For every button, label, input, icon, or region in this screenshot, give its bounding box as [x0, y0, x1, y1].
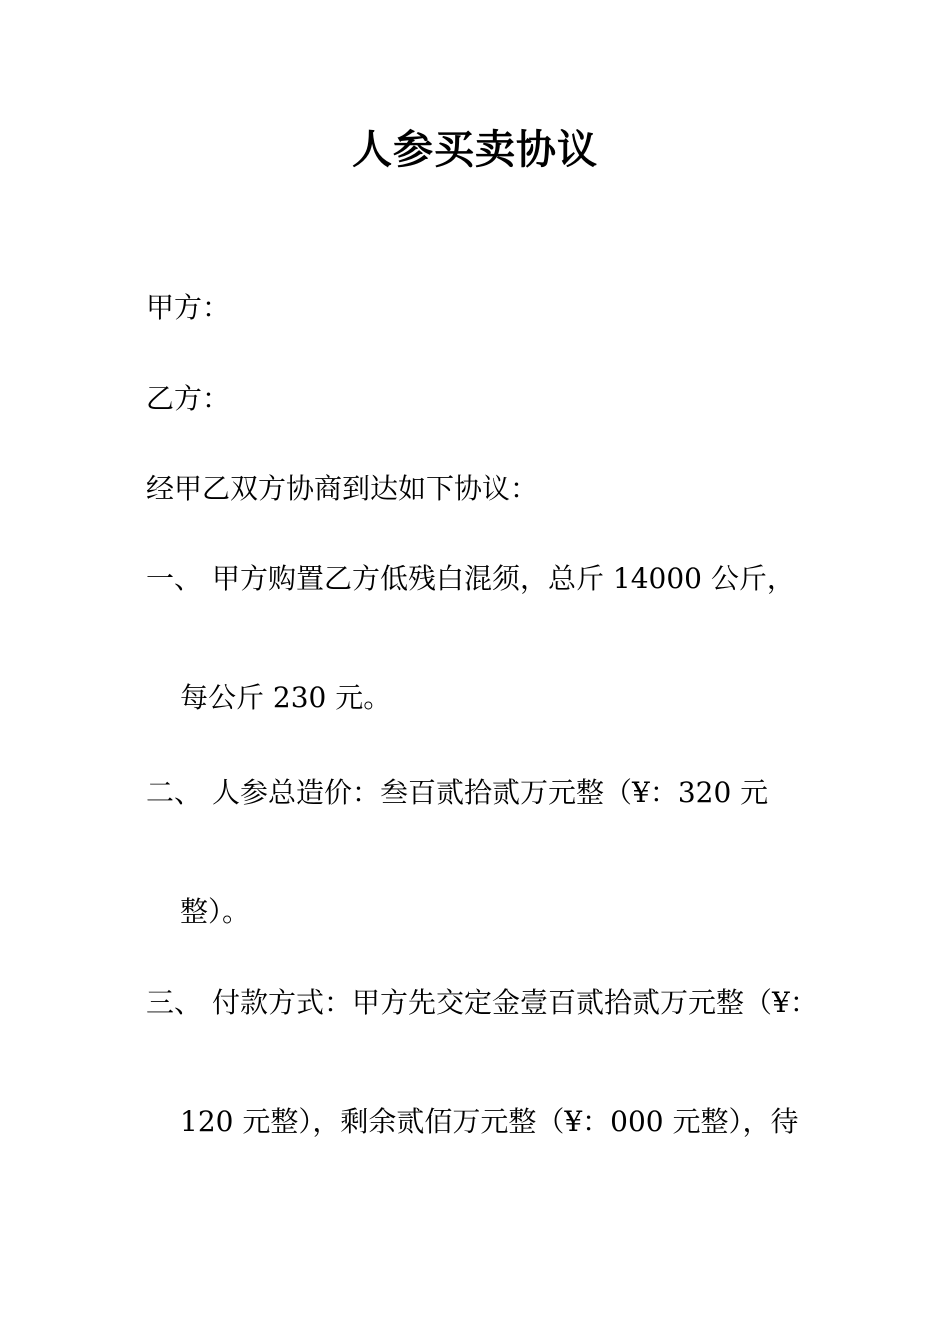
clause-2-line-2: 整）。	[180, 895, 251, 928]
intro-text: 经甲乙双方协商到达如下协议：	[146, 472, 539, 505]
clause-3-line-2: 120 元整），剩余贰佰万元整（¥：000 元整），待	[180, 1105, 799, 1138]
clause-1-number: 一、	[146, 562, 203, 595]
clause-2-number: 二、	[146, 776, 203, 809]
document-title: 人参买卖协议	[352, 127, 598, 173]
clause-3-number: 三、	[146, 986, 203, 1019]
clause-2-line-1	[146, 773, 768, 813]
clause-2-text: 人参总造价：叁百贰拾贰万元整（¥：320 元	[212, 776, 769, 809]
clause-1-line-1	[146, 559, 795, 599]
clause-1-line-2: 每公斤 230 元。	[180, 681, 392, 714]
party-b-label: 乙方：	[146, 382, 231, 415]
clause-3-line-1	[146, 983, 818, 1023]
clause-1-text: 甲方购置乙方低残白混须，总斤 14000 公斤，	[212, 562, 795, 595]
party-a-label: 甲方：	[146, 291, 231, 324]
clause-3-text: 付款方式：甲方先交定金壹百贰拾贰万元整（¥：	[212, 986, 818, 1019]
